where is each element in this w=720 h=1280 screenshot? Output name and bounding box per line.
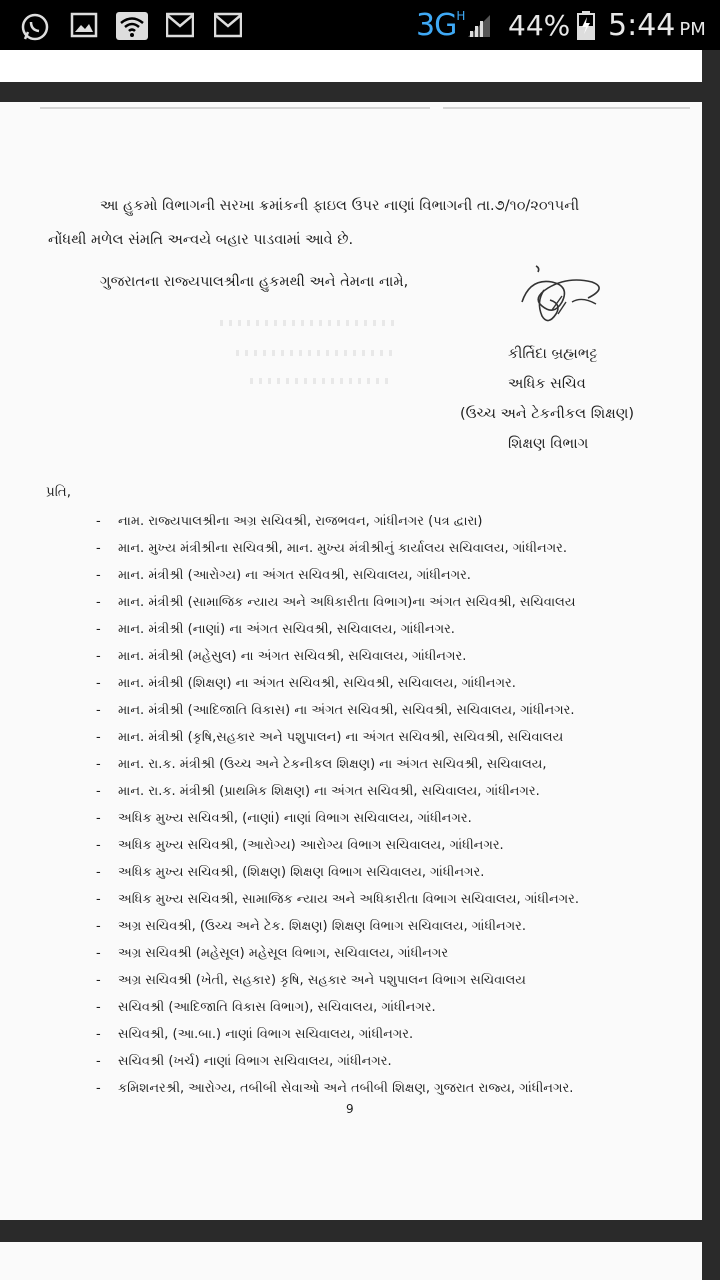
recipient-list-item: [96, 1075, 573, 1101]
recipient-list-item: [96, 859, 484, 885]
list-bullet-dash: -: [96, 513, 101, 529]
list-bullet-dash: -: [96, 594, 101, 610]
recipient-text: માન. મંત્રીશ્રી (શિક્ષણ) ના અંગત સચિવશ્રી, સચિવશ્રી, સચિવાલય, ગાંધીનગર.: [118, 675, 516, 691]
recipient-list-item: [96, 670, 516, 696]
recipient-list-item: [96, 832, 504, 858]
network-type: 3G: [416, 7, 457, 43]
recipient-list-item: [96, 1021, 413, 1047]
list-bullet-dash: -: [96, 972, 101, 988]
page-number: 9: [346, 1102, 354, 1116]
recipient-list-item: [96, 508, 483, 534]
clock-time: 5:44: [608, 7, 676, 43]
signatory-department: (ઉચ્ચ અને ટેકનીકલ શિક્ષણ): [460, 406, 635, 422]
recipient-list-item: [96, 886, 579, 912]
list-bullet-dash: -: [96, 1080, 101, 1096]
list-bullet-dash: -: [96, 702, 101, 718]
recipient-text: માન. મંત્રીશ્રી (આદિજાતિ વિકાસ) ના અંગત સચિવશ્રી, સચિવશ્રી, સચિવાલય, ગાંધીનગર.: [118, 702, 575, 718]
recipient-text: કમિશનરશ્રી, આરોગ્ય, તબીબી સેવાઓ અને તબીબી શિક્ષણ, ગુજરાત રાજ્ય, ગાંધીનગર.: [118, 1080, 574, 1096]
signatory-title: અધિક સચિવ: [508, 376, 586, 392]
list-bullet-dash: -: [96, 1053, 101, 1069]
list-bullet-dash: -: [96, 756, 101, 772]
gmail-icon: [214, 12, 242, 42]
list-bullet-dash: -: [96, 864, 101, 880]
signal-icon: [466, 11, 492, 39]
signatory-office: શિક્ષણ વિભાગ: [508, 436, 589, 452]
recipient-text: સચિવશ્રી, (આ.બા.) નાણાં વિભાગ સચિવાલય, ગાંધીનગર.: [118, 1026, 414, 1042]
recipient-text: અગ્ર સચિવશ્રી (મહેસૂલ) મહેસૂલ વિભાગ, સચિવાલય, ગાંધીનગર: [118, 945, 449, 961]
faint-stamp: [236, 350, 396, 356]
recipient-list-item: [96, 967, 526, 993]
clock: [608, 0, 706, 50]
gmail-icon: [166, 12, 194, 42]
recipient-text: અધિક મુખ્ય સચિવશ્રી, (નાણાં) નાણાં વિભાગ સચિવાલય, ગાંધીનગર.: [118, 810, 472, 826]
recipient-list-item: [96, 913, 526, 939]
signature-image: [512, 262, 612, 334]
recipient-list-item: [96, 751, 547, 777]
recipient-text: સચિવશ્રી (ખર્ચ) નાણાં વિભાગ સચિવાલય, ગાંધીનગર.: [118, 1053, 392, 1069]
wifi-icon: [116, 12, 148, 44]
faint-stamp: [250, 378, 390, 384]
recipient-text: અધિક મુખ્ય સચિવશ્રી, સામાજિક ન્યાય અને અધિકારીતા વિભાગ સચિવાલય, ગાંધીનગર.: [118, 891, 579, 907]
paragraph-1-line-2: નોંધથી મળેલ સંમતિ અન્વયે બહાર પાડવામાં આવે છે.: [48, 232, 354, 248]
recipient-list-item: [96, 940, 448, 966]
recipient-list-item: [96, 697, 575, 723]
recipient-text: માન. મુખ્ય મંત્રીશ્રીના સચિવશ્રી, માન. મુખ્ય મંત્રીશ્રીનું કાર્યાલય સચિવાલય, ગાંધીનગર.: [118, 540, 568, 556]
list-bullet-dash: -: [96, 621, 101, 637]
list-bullet-dash: -: [96, 837, 101, 853]
list-bullet-dash: -: [96, 567, 101, 583]
recipient-text: અગ્ર સચિવશ્રી (ખેતી, સહકાર) કૃષિ, સહકાર અને પશુપાલન વિભાગ સચિવાલય: [118, 972, 526, 988]
recipient-text: અધિક મુખ્ય સચિવશ્રી, (શિક્ષણ) શિક્ષણ વિભાગ સચિવાલય, ગાંધીનગર.: [118, 864, 485, 880]
battery-percent: 44%: [508, 8, 571, 42]
recipient-list-item: [96, 643, 466, 669]
previous-page[interactable]: [0, 50, 702, 82]
network-sub: H: [456, 9, 466, 23]
recipient-list-item: [96, 805, 472, 831]
recipient-list-item: [96, 778, 540, 804]
recipient-list-item: [96, 724, 563, 750]
list-bullet-dash: -: [96, 648, 101, 664]
whatsapp-icon: [20, 12, 50, 46]
signatory-name: કીર્તિદા બ્રહ્મભટ્ટ: [508, 346, 598, 362]
recipient-text: માન. રા.ક. મંત્રીશ્રી (ઉચ્ચ અને ટેકનીકલ શિક્ષણ) ના અંગત સચિવશ્રી, સચિવાલય,: [118, 756, 547, 772]
list-bullet-dash: -: [96, 810, 101, 826]
battery-indicator: [508, 0, 596, 50]
list-bullet-dash: -: [96, 999, 101, 1015]
recipient-text: અધિક મુખ્ય સચિવશ્રી, (આરોગ્ય) આરોગ્ય વિભાગ સચિવાલય, ગાંધીનગર.: [118, 837, 504, 853]
recipient-text: માન. મંત્રીશ્રી (નાણાં) ના અંગત સચિવશ્રી, સચિવાલય, ગાંધીનગર.: [118, 621, 455, 637]
recipient-list-item: [96, 1048, 392, 1074]
status-bar: [0, 0, 720, 50]
recipient-text: નામ. રાજ્યપાલશ્રીના અગ્ર સચિવશ્રી, રાજભવન, ગાંધીનગર (પત્ર દ્વારા): [118, 513, 483, 529]
faint-stamp: [220, 320, 400, 326]
recipient-list-item: [96, 994, 436, 1020]
next-page[interactable]: [0, 1242, 702, 1280]
list-bullet-dash: -: [96, 675, 101, 691]
recipient-text: માન. મંત્રીશ્રી (કૃષિ,સહકાર અને પશુપાલન) ના અંગત સચિવશ્રી, સચિવશ્રી, સચિવાલય: [118, 729, 564, 745]
recipient-list-item: [96, 562, 471, 588]
recipient-text: અગ્ર સચિવશ્રી, (ઉચ્ચ અને ટેક. શિક્ષણ) શિક્ષણ વિભાગ સચિવાલય, ગાંધીનગર.: [118, 918, 526, 934]
list-bullet-dash: -: [96, 729, 101, 745]
prati-label: પ્રતિ,: [46, 484, 72, 500]
recipient-text: માન. મંત્રીશ્રી (આરોગ્ય) ના અંગત સચિવશ્રી, સચિવાલય, ગાંધીનગર.: [118, 567, 471, 583]
list-bullet-dash: -: [96, 1026, 101, 1042]
list-bullet-dash: -: [96, 540, 101, 556]
clock-ampm: PM: [679, 18, 706, 40]
paragraph-2: ગુજરાતના રાજ્યપાલશ્રીના હુકમથી અને તેમના નામે,: [100, 274, 409, 290]
recipient-list-item: [96, 616, 455, 642]
battery-icon: [576, 10, 596, 40]
recipient-text: સચિવશ્રી (આદિજાતિ વિકાસ વિભાગ), સચિવાલય, ગાંધીનગર.: [118, 999, 436, 1015]
list-bullet-dash: -: [96, 783, 101, 799]
list-bullet-dash: -: [96, 918, 101, 934]
recipient-list-item: [96, 589, 576, 615]
network-indicator: [416, 0, 492, 50]
paragraph-1-line-1: આ હુકમો વિભાગની સરખા ક્રમાંકની ફાઇલ ઉપર નાણાં વિભાગની તા.૭/૧૦/૨૦૧૫ની: [100, 198, 580, 214]
recipient-text: માન. મંત્રીશ્રી (સામાજિક ન્યાય અને અધિકારીતા વિભાગ)ના અંગત સચિવશ્રી, સચિવાલય: [118, 594, 576, 610]
recipient-text: માન. રા.ક. મંત્રીશ્રી (પ્રાથમિક શિક્ષણ) ના અંગત સચિવશ્રી, સચિવાલય, ગાંધીનગર.: [118, 783, 540, 799]
list-bullet-dash: -: [96, 891, 101, 907]
page-top-rule: [40, 107, 690, 109]
recipient-list-item: [96, 535, 567, 561]
recipient-text: માન. મંત્રીશ્રી (મહેસુલ) ના અંગત સચિવશ્રી, સચિવાલય, ગાંધીનગર.: [118, 648, 467, 664]
document-page[interactable]: [0, 102, 702, 1220]
image-icon: [70, 12, 98, 42]
list-bullet-dash: -: [96, 945, 101, 961]
